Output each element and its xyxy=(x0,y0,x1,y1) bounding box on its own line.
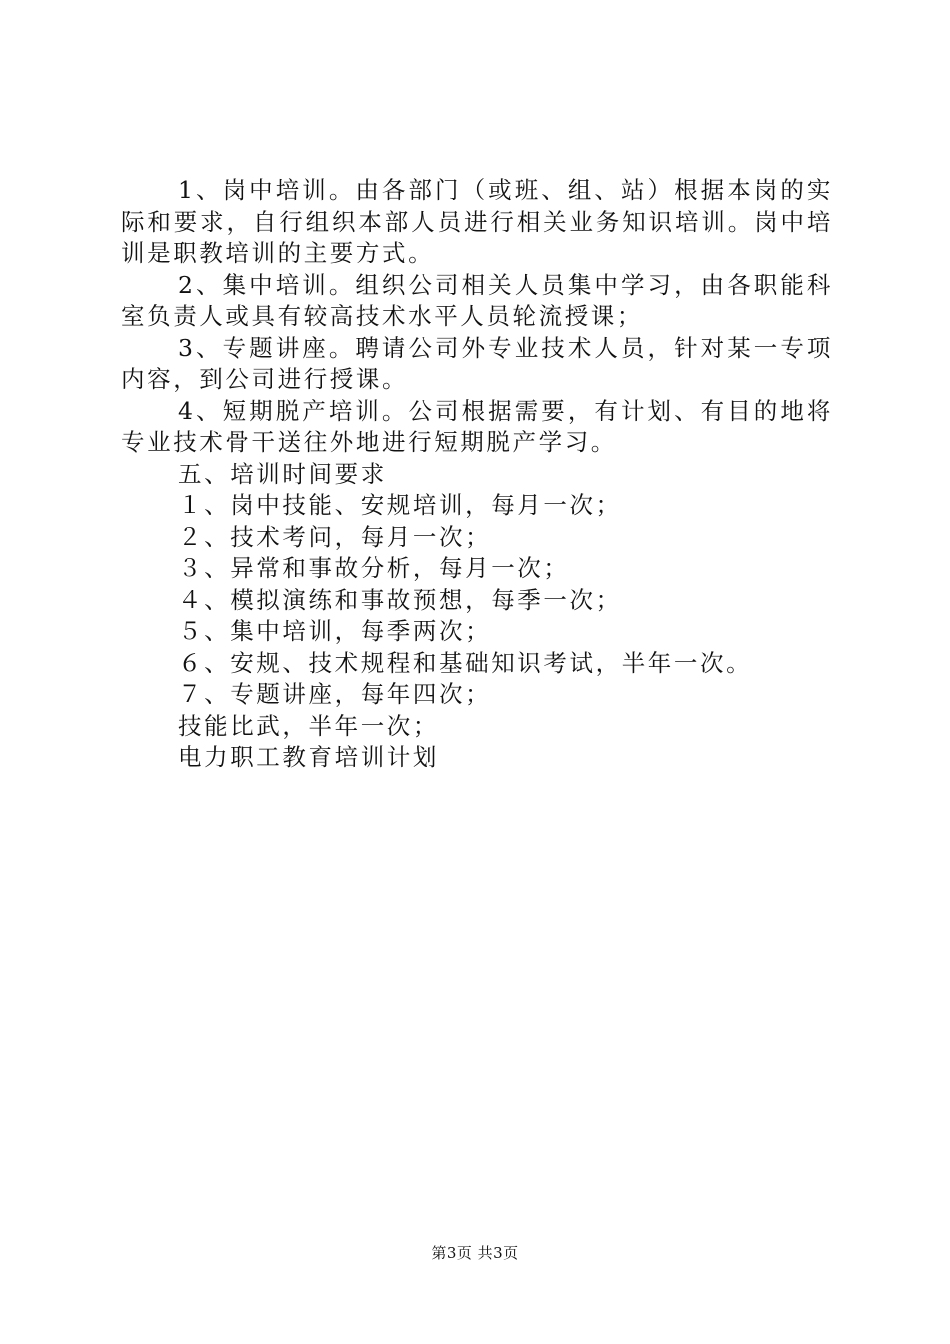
schedule-item: ４、模拟演练和事故预想，每季一次； xyxy=(178,585,622,614)
paragraph-on-job-training: 1、岗中培训。由各部门（或班、组、站）根据本岗的实际和要求，自行组织本部人员进行相关业务知识培训。岗中培训是职教培训的主要方式。 xyxy=(121,176,833,267)
section-heading: 五、培训时间要求 xyxy=(178,459,387,488)
document-body xyxy=(121,175,833,774)
paragraph-special-lectures: 3、专题讲座。聘请公司外专业技术人员，针对某一专项内容，到公司进行授课。 xyxy=(121,333,833,393)
schedule-item: ７、专题讲座，每年四次； xyxy=(178,680,492,708)
schedule-item: ２、技术考问，每月一次； xyxy=(178,522,492,551)
schedule-item: ３、异常和事故分析，每月一次； xyxy=(178,554,570,582)
schedule-item: ６、安规、技术规程和基础知识考试，半年一次。 xyxy=(178,648,753,677)
closing-title: 电力职工教育培训计划 xyxy=(178,743,439,771)
schedule-item: ５、集中培训，每季两次； xyxy=(178,617,492,645)
paragraph-centralized-training: 2、集中培训。组织公司相关人员集中学习，由各职能科室负责人或具有较高技术水平人员轮流授课； xyxy=(121,270,833,330)
paragraph-short-term-training: 4、短期脱产培训。公司根据需要，有计划、有目的地将专业技术骨干送往外地进行短期脱产学习。 xyxy=(121,396,833,456)
skills-competition-line: 技能比武，半年一次； xyxy=(178,711,439,740)
schedule-item: １、岗中技能、安规培训，每月一次； xyxy=(178,491,622,519)
page-number-footer: 第3页 共3页 xyxy=(431,1244,519,1262)
